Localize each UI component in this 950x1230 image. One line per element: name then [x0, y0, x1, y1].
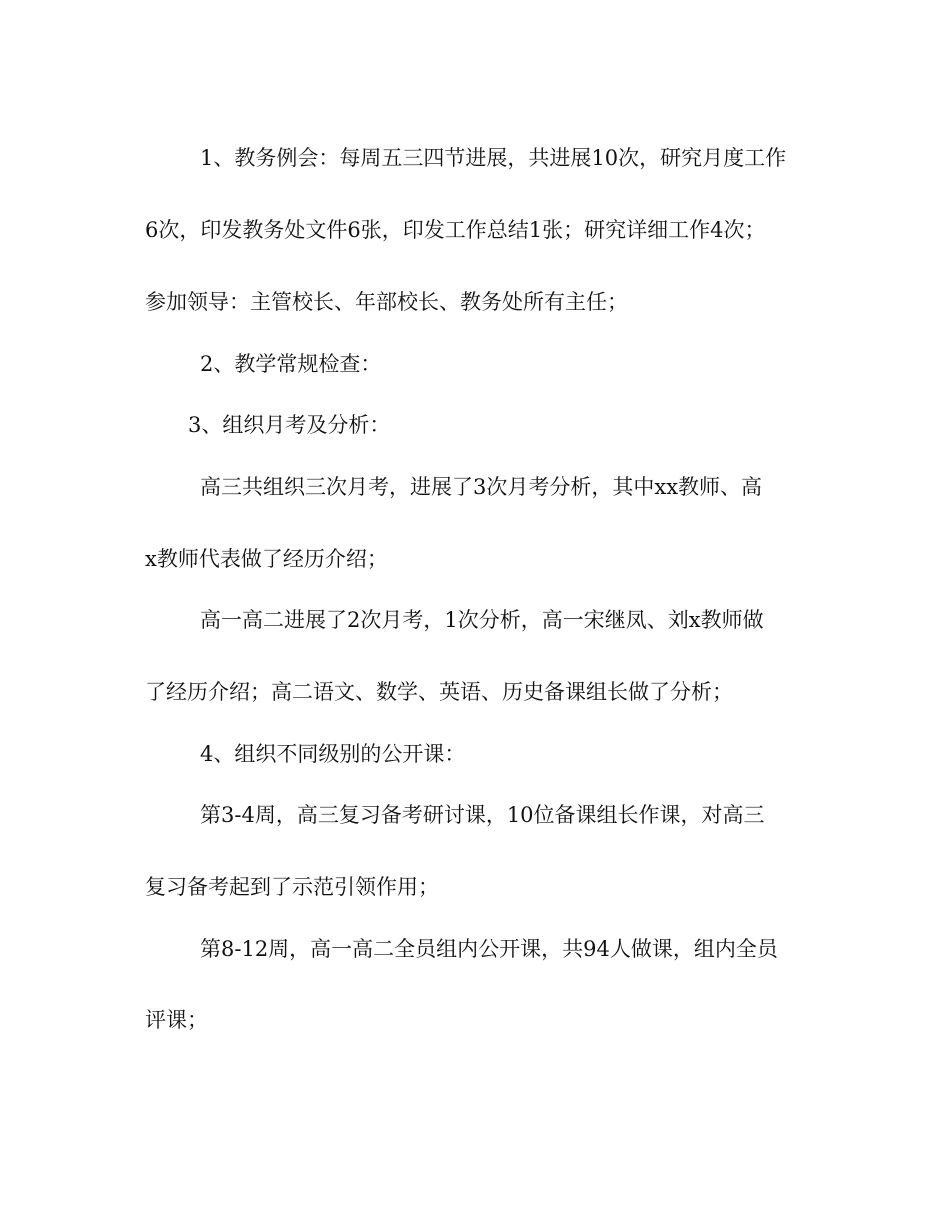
- paragraph-line: 第3-4周，高三复习备考研讨课，10位备课组长作课，对高三: [200, 803, 765, 827]
- paragraph-line: 1、教务例会：每周五三四节进展，共进展10次，研究月度工作: [200, 146, 787, 170]
- paragraph-line: 复习备考起到了示范引领作用；: [145, 875, 439, 899]
- paragraph-line: 第8-12周，高一高二全员组内公开课，共94人做课，组内全员: [200, 937, 778, 961]
- paragraph-line: 4、组织不同级别的公开课：: [200, 742, 466, 766]
- paragraph-line: 6次，印发教务处文件6张，印发工作总结1张；研究详细工作4次；: [145, 218, 766, 242]
- paragraph-line: 参加领导：主管校长、年部校长、教务处所有主任；: [145, 290, 628, 314]
- paragraph-line: x教师代表做了经历介绍；: [145, 547, 388, 571]
- paragraph-line: 评课；: [145, 1008, 208, 1032]
- paragraph-line: 高一高二进展了2次月考，1次分析，高一宋继凤、刘x教师做: [200, 608, 764, 632]
- paragraph-line: 高三共组织三次月考，进展了3次月考分析，其中xx教师、高: [200, 475, 763, 499]
- paragraph-line: 2、教学常规检查：: [200, 352, 382, 376]
- paragraph-line: 了经历介绍；高二语文、数学、英语、历史备课组长做了分析；: [145, 680, 733, 704]
- paragraph-line: 3、组织月考及分析：: [188, 413, 391, 437]
